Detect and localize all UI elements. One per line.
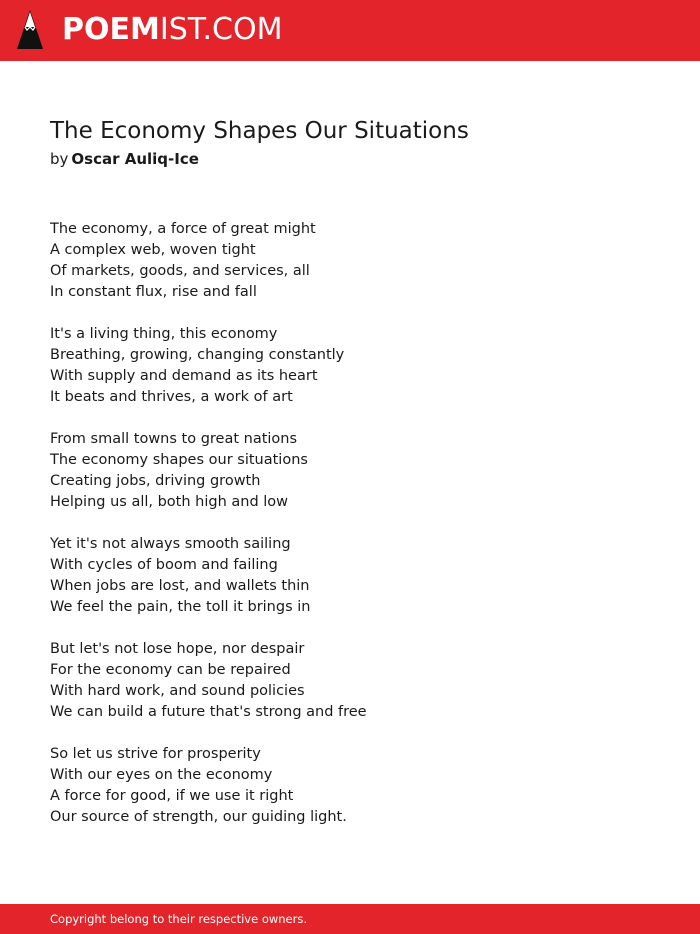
byline (50, 149, 199, 169)
poem-line: A complex web, woven tight (50, 242, 256, 258)
poem-line: With cycles of boom and failing (50, 557, 278, 573)
poem-line: Yet it's not always smooth sailing (50, 536, 291, 552)
poem-title: The Economy Shapes Our Situations (50, 118, 469, 144)
stanza (50, 534, 650, 618)
stanza (50, 429, 650, 513)
poem-line: The economy shapes our situations (50, 452, 308, 468)
copyright-notice: Copyright belong to their respective owners. (50, 912, 308, 926)
site-footer (0, 904, 700, 934)
poem-line: Of markets, goods, and services, all (50, 263, 310, 279)
poem-line: So let us strive for prosperity (50, 746, 261, 762)
poem-line: In constant flux, rise and fall (50, 284, 257, 300)
poem-line: It's a living thing, this economy (50, 326, 278, 342)
poem-line: When jobs are lost, and wallets thin (50, 578, 310, 594)
site-logo[interactable] (62, 13, 282, 47)
poem-line: For the economy can be repaired (50, 662, 291, 678)
poem-line: Creating jobs, driving growth (50, 473, 261, 489)
poem-line: We feel the pain, the toll it brings in (50, 599, 311, 615)
poem-line: Our source of strength, our guiding light. (50, 809, 347, 825)
author-name: Oscar Auliq-Ice (71, 150, 199, 168)
logo-bold-text: POEM (62, 12, 160, 47)
poem-line: The economy, a force of great might (50, 221, 316, 237)
poem-line: Breathing, growing, changing constantly (50, 347, 345, 363)
poem-line: We can build a future that's strong and free (50, 704, 367, 720)
poem-line: Helping us all, both high and low (50, 494, 289, 510)
stanza (50, 639, 650, 723)
by-label: by (50, 150, 69, 168)
poem-line: With supply and demand as its heart (50, 368, 318, 384)
pencil-tip-icon (16, 9, 44, 51)
stanza (50, 219, 650, 303)
logo-light-text: IST.COM (159, 12, 283, 47)
poem-line: With hard work, and sound policies (50, 683, 305, 699)
stanza (50, 744, 650, 828)
poem-line: With our eyes on the economy (50, 767, 273, 783)
poem-line: It beats and thrives, a work of art (50, 389, 293, 405)
poem-line: A force for good, if we use it right (50, 788, 294, 804)
poem-line: From small towns to great nations (50, 431, 298, 447)
stanza (50, 324, 650, 408)
poem-line: But let's not lose hope, nor despair (50, 641, 305, 657)
site-header (0, 0, 700, 61)
poem-body (50, 219, 650, 849)
